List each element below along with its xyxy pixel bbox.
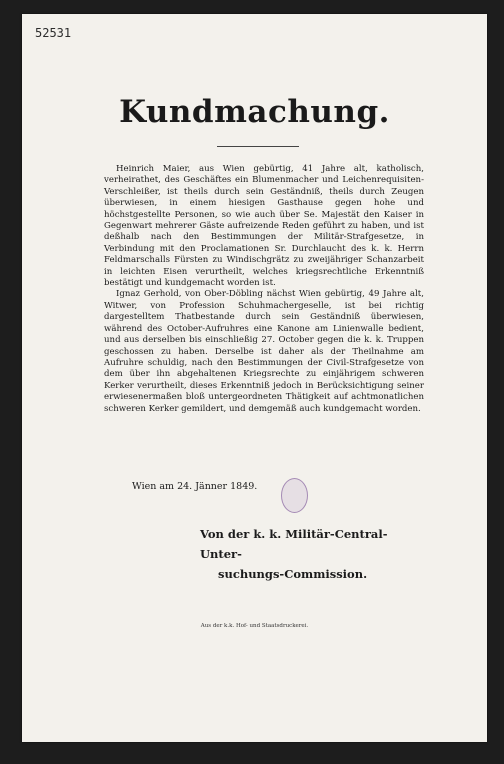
paragraph-maier: Heinrich Maier, aus Wien gebürtig, 41 Jahre alt, katholisch, verheirathet, des Geschäftes ein Blumenmacher und Leichenrequisiten-Verschleißer, ist theils durch sein Geständniß, theils durch Zeugen überwiesen, in einem hiesigen Gasthause gegen hohe und höchstgestellte Personen, so wie auch über Se. Majestät den Kaiser in Gegenwart mehrerer Gäste aufreizende Reden geführt zu haben, und ist deßhalb nach den Bestimmungen der Militär-Strafgesetze, in Verbindung mit den Proclamationen Sr. Durchlaucht des k. k. Herrn Feldmarschalls Fürsten zu Windischgrätz zu zweijähriger Schanzarbeit in leichten Eisen verurtheilt, welches kriegsrechtliche Erkenntniß bestätigt und kundgemacht worden ist.	[104, 164, 424, 289]
document-sheet	[22, 14, 487, 742]
signature-line-2: suchungs-Commission.	[218, 567, 368, 581]
paragraph-gerhold: Ignaz Gerhold, von Ober-Döbling nächst Wien gebürtig, 49 Jahre alt, Witwer, von Profession Schuhmachergeselle, ist bei richtig dargestelltem Thatbestande durch sein Geständniß überwiesen, während des October-Aufruhres eine Kanone am Linienwalle bedient, und aus derselben bis einschließig 27. October gegen die k. k. Truppen geschossen zu haben. Derselbe ist daher als der Theilnahme am Aufruhre schuldig, nach den Bestimmungen der Civil-Strafgesetze von dem über ihn abgehaltenen Kriegsrechte zu einjährigem schweren Kerker verurtheilt, dieses Erkenntniß jedoch in Berücksichtigung seiner erwiesenermaßen bloß untergeordneten Thätigkeit auf achtmonatlichen schweren Kerker gemildert, und demgemäß auch kundgemacht worden.	[104, 289, 424, 414]
title-divider	[217, 146, 299, 147]
ms-number: 52531	[35, 26, 72, 40]
document-date: Wien am 24. Jänner 1849.	[132, 481, 258, 492]
signature-line-1: Von der k. k. Militär-Central-Unter-	[200, 527, 388, 561]
body-text	[104, 164, 424, 415]
library-stamp	[281, 478, 308, 513]
printer-imprint: Aus der k.k. Hof- und Staatsdruckerei.	[200, 623, 309, 629]
signature-block	[200, 524, 420, 584]
document-title: Kundmachung.	[119, 94, 390, 130]
